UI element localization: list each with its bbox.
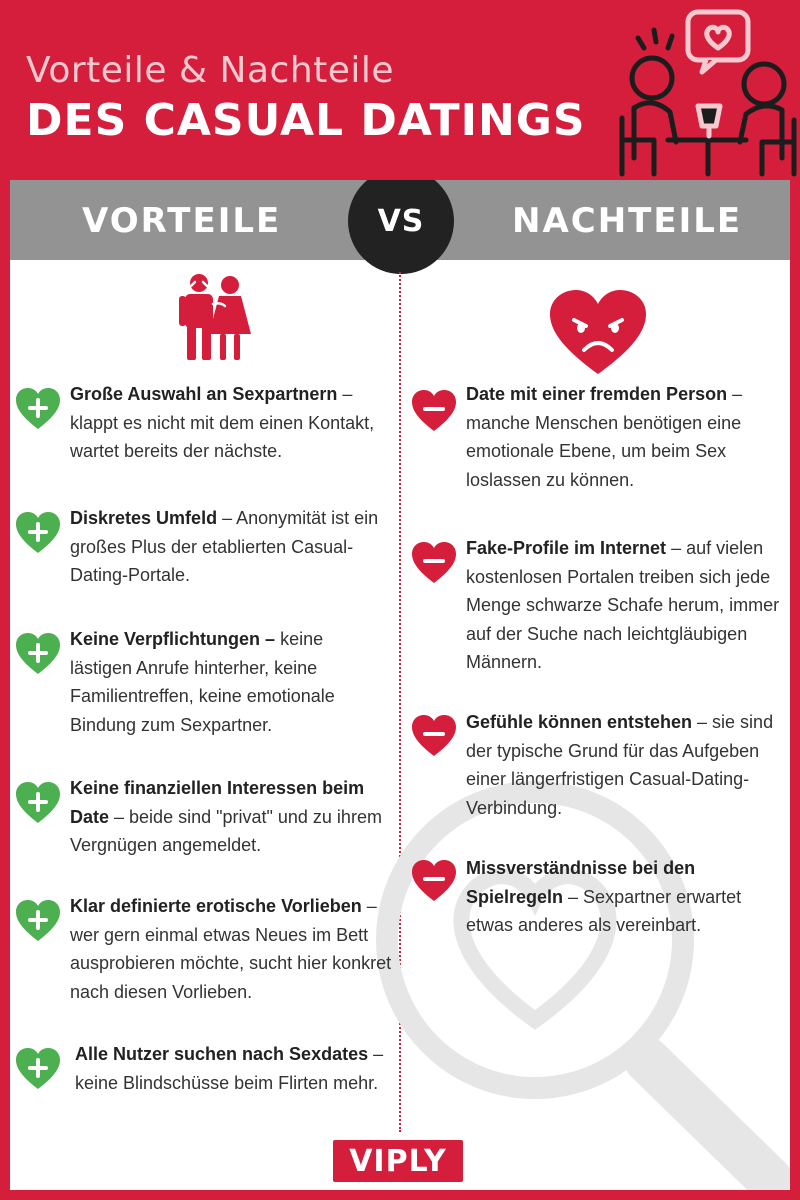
vorteile-item-4-text: beide sind "privat" und zu ihrem Vergnügen angemeldet. [70,806,382,855]
nachteile-heading: NACHTEILE [512,201,743,241]
vorteile-item-1-title: Große Auswahl an Sexpartnern [70,384,338,404]
vorteile-item-6-title: Alle Nutzer suchen nach Sexdates [75,1044,369,1064]
vorteile-item-3-text: keine lästigen Anrufe hinterher, keine Familientreffen, keine emotionale Bindung zum Sexpartner. [70,629,335,735]
nachteile-item-4-title: Missverständnisse bei den Spielregeln [466,858,696,907]
heart-minus-icon [412,715,456,757]
viply-logo [331,1138,465,1190]
comparison-card: VORTEILE NACHTEILE VS Große Auswahl an Sexpartnern – klappt es nicht mit dem einen Kontakt, wartet bereits der nächste. Diskretes Umfeld – Anonymität ist ein großes Plus der etablierten Casual-Dating-Portale. Keine Verpflichtungen – keine lästigen Anrufe hinterher, keine Familientreffen, keine emotionale Bindung zum Sexpartner. Keine finanziellen Interessen beim Date – beide sind "privat" und zu ihrem Vergnügen angemeldet. Klar definierte erotische Vorlieben – wer gern einmal etwas Neues im Bett ausprobieren möchte, sucht hier konkret nach diesen Vorlieben. Alle Nutzer suchen nach Sexdates – keine Blindschüsse beim Flirten mehr. Date mit einer fremden Person – manche Menschen benötigen eine emotionale Ebene, um beim Sex loslassen zu können. Fake-Profile im Internet – auf vielen kostenlosen Portalen treiben sich jede Menge schwarze Schafe herum, immer auf der Suche nach leichtgläubigen Männern. Gefühle können entstehen – sie sind der typische Grund für das Aufgeben einer längerfristigen Casual-Dating-Verbindung. Missverständnisse bei den Spielregeln – Sexpartner erwartet etwas anderes als vereinbart. [10,180,790,1190]
vorteile-item-1-text: klappt es nicht mit dem einen Kontakt, wartet bereits der nächste. [70,412,375,461]
logo-text: VIPLY [349,1143,447,1179]
vs-label: VS [377,203,425,239]
magnifier-heart-icon [365,770,790,1190]
heart-plus-icon [16,1048,60,1090]
heart-minus-icon [412,542,456,584]
title-line1: Vorteile & Nachteile [26,50,395,91]
heart-plus-icon [16,900,60,942]
vorteile-item-5-title: Klar definierte erotische Vorlieben [70,896,362,916]
sad-heart-icon [548,290,648,376]
nachteile-item-1-text: manche Menschen benötigen eine emotionale Ebene, um beim Sex loslassen zu können. [466,412,742,490]
vorteile-item-6-text: keine Blindschüsse beim Flirten mehr. [75,1072,379,1093]
heart-minus-icon [412,860,456,902]
heart-plus-icon [16,388,60,430]
nachteile-item-3-title: Gefühle können entstehen [466,712,693,732]
vorteile-heading: VORTEILE [82,201,282,241]
header [0,0,800,180]
vorteile-item-4-title: Keine finanziellen Interessen beim Date [70,778,365,827]
nachteile-item-2-title: Fake-Profile im Internet [466,538,667,558]
nachteile-item-4-text: Sexpartner erwartet etwas anderes als vereinbart. [466,886,742,935]
vorteile-item-3-title: Keine Verpflichtungen – [70,629,276,649]
couple-icon [175,272,255,362]
vorteile-item-2-text: Anonymität ist ein großes Plus der etablierten Casual-Dating-Portale. [70,508,379,585]
vorteile-item-2-title: Diskretes Umfeld [70,508,218,528]
heart-plus-icon [16,782,60,824]
heart-minus-icon [412,390,456,432]
heart-plus-icon [16,633,60,675]
title-line2: DES CASUAL DATINGS [26,95,586,146]
nachteile-item-3-text: sie sind der typische Grund für das Aufgeben einer längerfristigen Casual-Dating-Verbindung. [466,712,774,818]
couple-dating-icon [614,8,800,180]
nachteile-item-2-text: auf vielen kostenlosen Portalen treiben sich jede Menge schwarze Schafe herum, immer auf der Suche nach leichtgläubigen Männern. [466,538,780,672]
vorteile-item-5-text: wer gern einmal etwas Neues im Bett ausprobieren möchte, sucht hier konkret nach diesen Vorlieben. [70,924,392,1002]
nachteile-item-1-title: Date mit einer fremden Person [466,384,728,404]
heart-plus-icon [16,512,60,554]
